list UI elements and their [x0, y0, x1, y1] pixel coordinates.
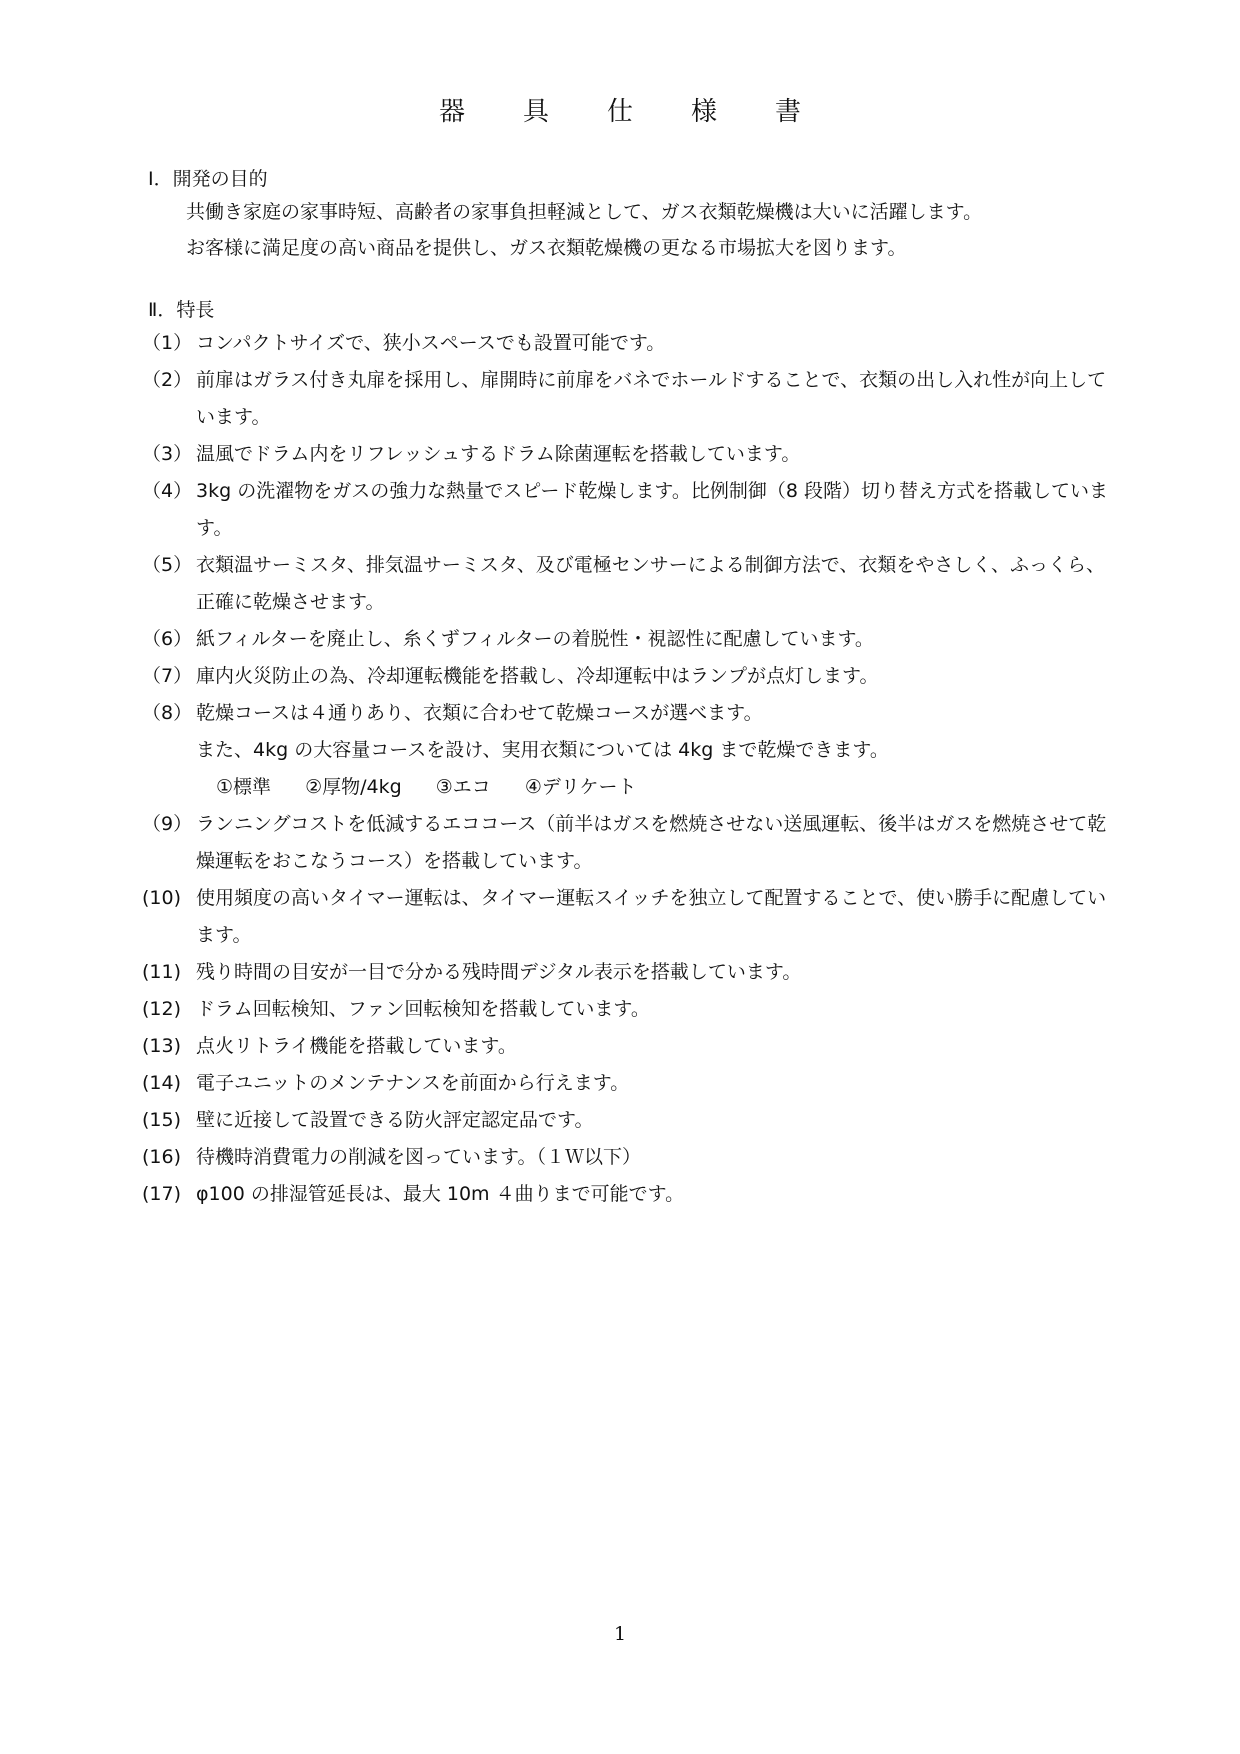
course-standard: ①標準 [216, 776, 272, 798]
feature-text: 使用頻度の高いタイマー運転は、タイマー運転スイッチを独立して配置することで、使い勝手に配慮しています。 [196, 887, 1107, 946]
feature-item-17 [142, 1176, 1122, 1213]
page-title: 器具仕様書 [438, 97, 859, 127]
feature-item-10 [142, 880, 1122, 954]
feature-number: （6） [142, 628, 193, 650]
feature-item-3 [142, 436, 1122, 473]
feature-item-7 [142, 658, 1122, 695]
feature-item-12 [142, 991, 1122, 1028]
feature-item-4 [142, 473, 1122, 547]
feature-text-block [196, 695, 1122, 806]
feature-number: （4） [142, 480, 193, 502]
feature-number: (12) [142, 998, 182, 1020]
feature-number: (17) [142, 1183, 182, 1205]
feature-text: 庫内火災防止の為、冷却運転機能を搭載し、冷却運転中はランプが点灯します。 [196, 665, 879, 687]
feature-number: (15) [142, 1109, 182, 1131]
feature-number: (10) [142, 887, 182, 909]
feature-text: 点火リトライ機能を搭載しています。 [196, 1035, 517, 1057]
course-delicate: ④デリケート [524, 776, 637, 798]
feature-text: ドラム回転検知、ファン回転検知を搭載しています。 [196, 998, 650, 1020]
purpose-paragraph-1: 共働き家庭の家事時短、高齢者の家事負担軽減として、ガス衣類乾燥機は大いに活躍します。 [186, 201, 983, 223]
feature-text: φ100 の排湿管延長は、最大 10m ４曲りまで可能です。 [196, 1183, 685, 1205]
section-heading-features: Ⅱ．特長 [148, 299, 215, 321]
feature-number: （7） [142, 665, 193, 687]
feature-text: 待機時消費電力の削減を図っています。（１Ｗ以下） [196, 1146, 641, 1168]
section-heading-purpose: Ⅰ．開発の目的 [148, 168, 268, 190]
feature-item-11 [142, 954, 1122, 991]
feature-item-5 [142, 547, 1122, 621]
purpose-paragraph-2: お客様に満足度の高い商品を提供し、ガス衣類乾燥機の更なる市場拡大を図ります。 [186, 237, 907, 259]
feature-text: 壁に近接して設置できる防火評定認定品です。 [196, 1109, 594, 1131]
page-number: 1 [613, 1623, 627, 1645]
feature-text: コンパクトサイズで、狭小スペースでも設置可能です。 [196, 332, 666, 354]
feature-number: （5） [142, 554, 193, 576]
feature-text: 残り時間の目安が一目で分かる残時間デジタル表示を搭載しています。 [196, 961, 802, 983]
feature-number: （2） [142, 369, 193, 391]
feature-number: （9） [142, 813, 193, 835]
feature-text: 前扉はガラス付き丸扉を採用し、扉開時に前扉をバネでホールドすることで、衣類の出し入れ性が向上しています。 [196, 369, 1107, 428]
feature-text: 3kg の洗濯物をガスの強力な熱量でスピード乾燥します。比例制御（8 段階）切り替え方式を搭載しています。 [196, 480, 1109, 539]
feature-number: （3） [142, 443, 193, 465]
feature-item-6 [142, 621, 1122, 658]
feature-item-8 [142, 695, 1122, 806]
feature-subtext: また、4kg の大容量コースを設け、実用衣類については 4kg まで乾燥できます。 [196, 739, 889, 761]
feature-number: (14) [142, 1072, 182, 1094]
feature-item-13 [142, 1028, 1122, 1065]
feature-text: 衣類温サーミスタ、排気温サーミスタ、及び電極センサーによる制御方法で、衣類をやさしく、ふっくら、正確に乾燥させます。 [196, 554, 1105, 613]
feature-text: 乾燥コースは４通りあり、衣類に合わせて乾燥コースが選べます。 [196, 702, 763, 724]
feature-item-2 [142, 362, 1122, 436]
course-list [196, 769, 1122, 806]
course-heavy: ②厚物/4kg [305, 776, 402, 798]
feature-text: 紙フィルターを廃止し、糸くずフィルターの着脱性・視認性に配慮しています。 [196, 628, 874, 650]
feature-item-16 [142, 1139, 1122, 1176]
feature-text: 温風でドラム内をリフレッシュするドラム除菌運転を搭載しています。 [196, 443, 801, 465]
feature-text: 電子ユニットのメンテナンスを前面から行えます。 [196, 1072, 630, 1094]
feature-item-1 [142, 325, 1122, 362]
feature-number: (16) [142, 1146, 182, 1168]
feature-number: (11) [142, 961, 182, 983]
feature-item-14 [142, 1065, 1122, 1102]
feature-list [142, 325, 1122, 1213]
feature-number: (13) [142, 1035, 182, 1057]
feature-item-15 [142, 1102, 1122, 1139]
feature-item-9 [142, 806, 1122, 880]
feature-number: （8） [142, 702, 193, 724]
feature-text: ランニングコストを低減するエココース（前半はガスを燃焼させない送風運転、後半はガスを燃焼させて乾燥運転をおこなうコース）を搭載しています。 [196, 813, 1107, 872]
course-eco: ③エコ [435, 776, 491, 798]
feature-number: （1） [142, 332, 193, 354]
